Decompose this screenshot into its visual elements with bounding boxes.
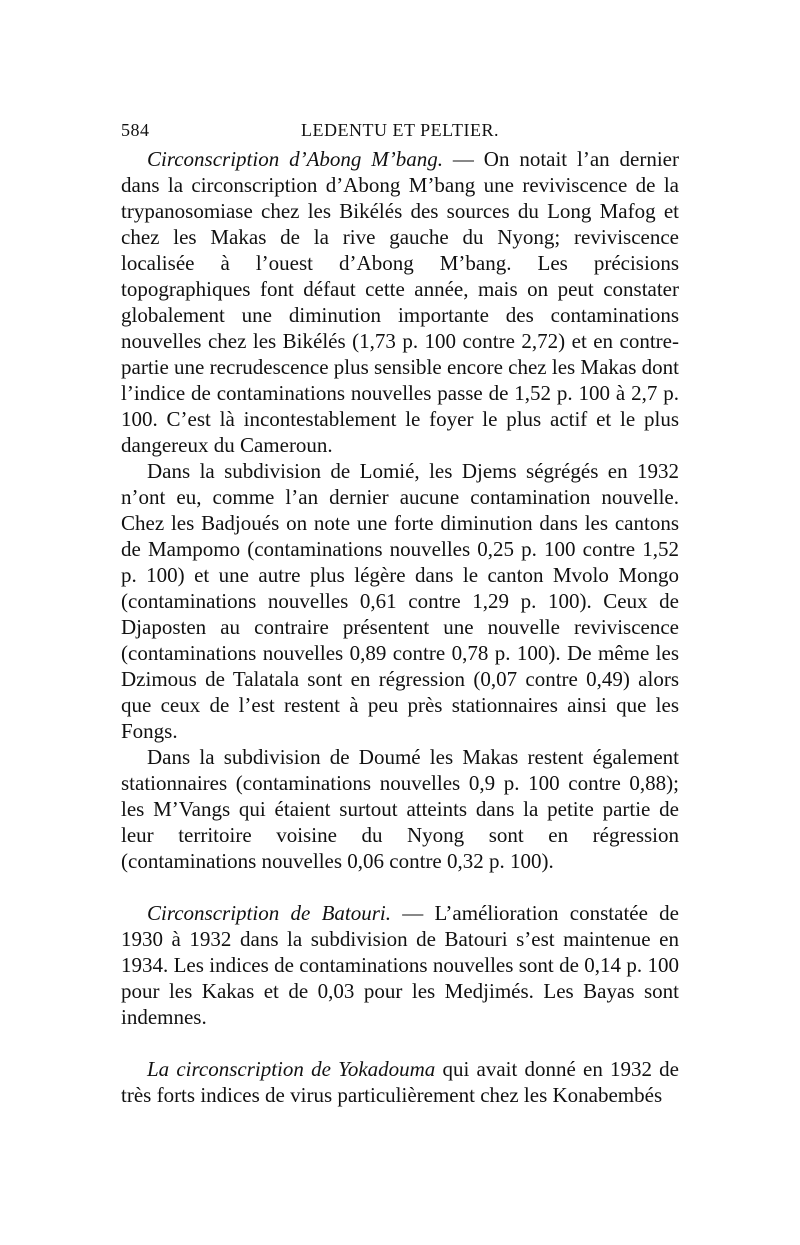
paragraph-doume — [121, 744, 679, 874]
paragraph-text: — On notait l’an dernier dans la circonscription d’Abong M’bang une reviviscence de la trypanosomiase chez les Bikélés des sources du Long Mafog et chez les Makas de la rive gauche du Nyong; reviviscence localisée à l’ouest d’Abong M’bang. Les précisions topographiques font défaut cette année, mais on peut constater globalement une diminution importante des contaminations nouvelles chez les Bikélés (1,73 p. 100 contre 2,72) et en contre-partie une recrudescence plus sensible encore chez les Makas dont l’indice de contaminations nouvelles passe de 1,52 p. 100 à 2,7 p. 100. C’est là incontestablement le foyer le plus actif et le plus dangereux du Cameroun. — [121, 147, 680, 457]
running-head — [121, 112, 679, 142]
section-heading-batouri: Circonscription de Batouri. — [147, 901, 391, 925]
paragraph-text: Dans la subdivision de Lomié, les Djems ségrégés en 1932 n’ont eu, comme l’an dernier aucune contamination nouvelle. Chez les Badjoués on note une forte diminution dans les cantons de Mampomo (contaminations nouvelles 0,25 p. 100 contre 1,52 p. 100) et une autre plus légère dans le canton Mvolo Mongo (contaminations nouvelles 0,61 contre 1,29 p. 100). Ceux de Djaposten au contraire présentent une nouvelle reviviscence (contaminations nouvelles 0,89 contre 0,78 p. 100). De même les Dzimous de Talatala sont en régression (0,07 contre 0,49) alors que ceux de l’est restent à peu près stationnaires ainsi que les Fongs. — [121, 459, 679, 743]
paragraph-abong-mbang — [121, 146, 679, 458]
paragraph-text: qui avait donné en 1932 de très forts indices de virus particulièrement chez les Konabembés — [121, 1057, 679, 1107]
book-page — [121, 112, 679, 1108]
paragraph-yokadouma — [121, 1056, 679, 1108]
page-number: 584 — [121, 120, 150, 140]
running-title: LEDENTU ET PELTIER. — [301, 120, 499, 140]
paragraph-text: Dans la subdivision de Doumé les Makas restent également stationnaires (contaminations nouvelles 0,9 p. 100 contre 0,88); les M’Vangs qui étaient surtout atteints dans la petite partie de leur territoire voisine du Nyong sont en régression (contaminations nouvelles 0,06 contre 0,32 p. 100). — [121, 745, 679, 873]
body-text — [121, 146, 679, 1108]
section-heading-abong-mbang: Circonscription d’Abong M’bang. — [147, 147, 444, 171]
section-heading-yokadouma: La circonscription de Yokadouma — [147, 1057, 436, 1081]
paragraph-lomie — [121, 458, 679, 744]
paragraph-text: — L’amélioration constatée de 1930 à 1932 dans la subdivision de Batouri s’est maintenue en 1934. Les indices de contaminations nouvelles sont de 0,14 p. 100 pour les Kakas et de 0,03 pour les Medjimés. Les Bayas sont indemnes. — [121, 901, 680, 1029]
paragraph-batouri — [121, 900, 679, 1030]
